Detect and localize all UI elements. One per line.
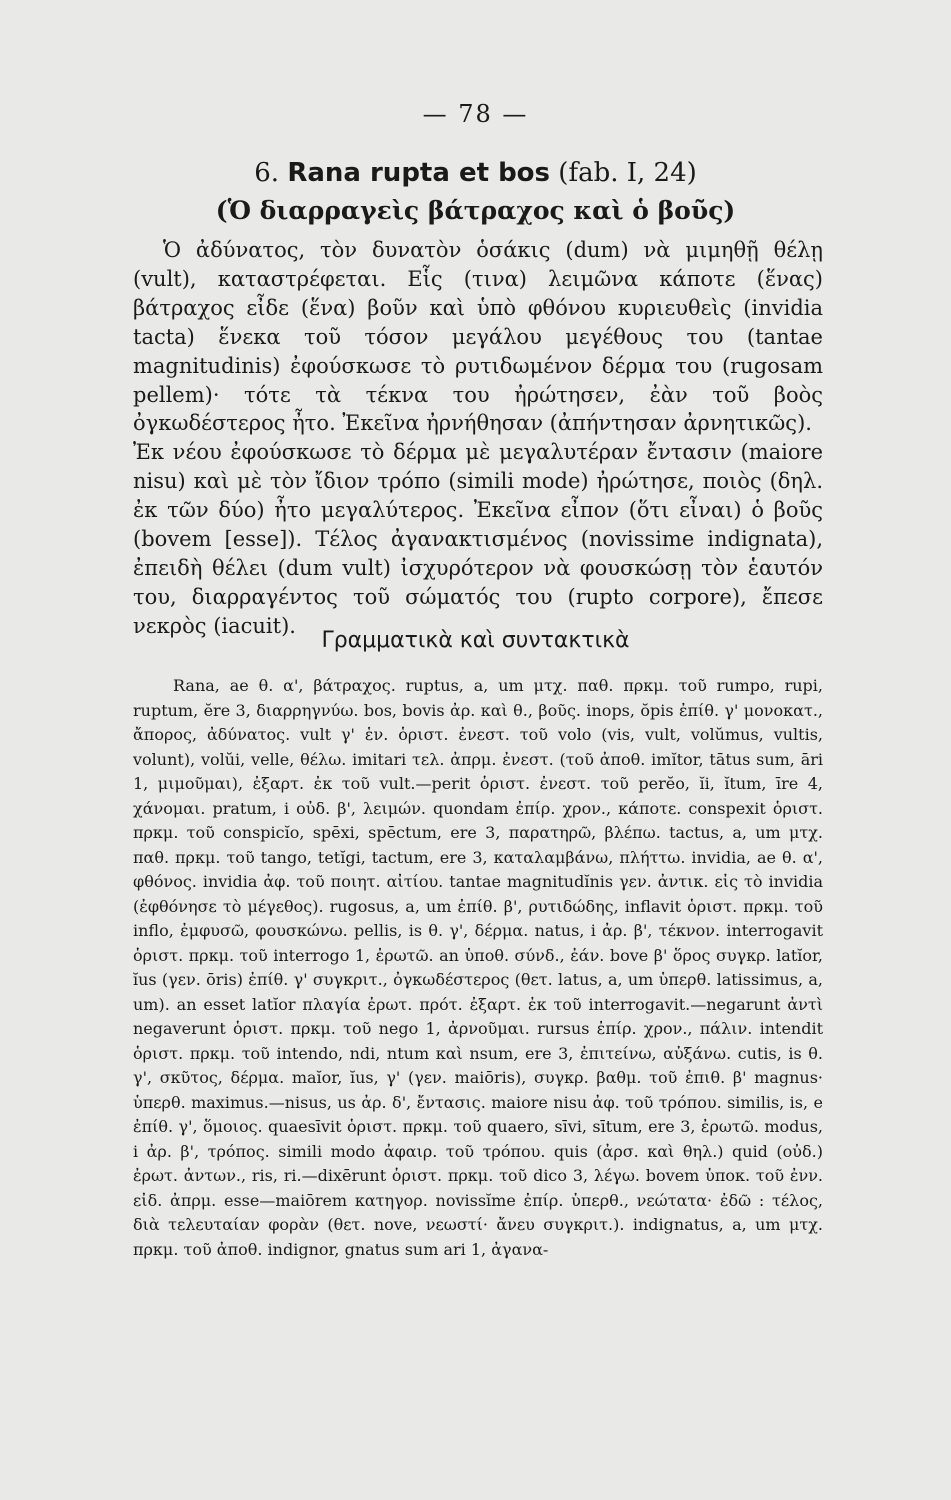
body-paragraph: Ἐκ νέου ἐφούσκωσε τὸ δέρμα μὲ μεγαλυτέραν ἔντασιν (maiore nisu) καὶ μὲ τὸν ἴδιον τρόπο (simili mode) ἠρώτησε, ποιὸς (δηλ. ἐκ τῶν δύο) ἦτο μεγαλύτερος. Ἐκεῖνα εἶπον (ὅτι εἶναι) ὁ βοῦς (bovem [esse]). Τέλος ἀγανακτισμένος (novissime indignata), ἐπειδὴ θέλει (dum vult) ἰσχυρότερον νὰ φουσκώσῃ τὸν ἑαυτόν του, διαρραγέντος τοῦ σώματός του (rupto corpore), ἔπεσε νεκρὸς (iacuit). — [133, 440, 823, 638]
fable-title — [0, 158, 951, 188]
fable-reference: (fab. I, 24) — [558, 158, 697, 188]
fable-translation — [133, 236, 823, 641]
page-number: — 78 — — [422, 100, 529, 128]
body-paragraph: Ὁ ἀδύνατος, τὸν δυνατὸν ὁσάκις (dum) νὰ μιμηθῇ θέλῃ (vult), καταστρέφεται. Εἷς (τινα) λειμῶνα κάποτε (ἕνας) βάτραχος εἶδε (ἕνα) βοῦν καὶ ὑπὸ φθόνου κυριευθεὶς (invidia tacta) ἕνεκα τοῦ τόσον μεγάλου μεγέθους του (tantae magnitudinis) ἐφούσκωσε τὸ ρυτιδωμένον δέρμα του (rugosam pellem)· τότε τὰ τέκνα του ἠρώτησεν, ἐὰν τοῦ βοὸς ὀγκωδέστερος ἦτο. Ἐκεῖνα ἠρνήθησαν (ἀπήντησαν ἀρνητικῶς). — [133, 238, 823, 436]
fable-number: 6. — [254, 158, 280, 188]
fable-latin-title: Rana rupta et bos — [287, 158, 551, 188]
grammar-notes — [133, 674, 823, 1262]
notes-paragraph: Rana, ae θ. α', βάτραχος. ruptus, a, um μτχ. παθ. πρκμ. τοῦ rumpo, rupi, ruptum, ĕre 3, διαρρηγνύω. bos, bovis ἀρ. καὶ θ., βοῦς. inops, ŏpis ἐπίθ. γ' μονοκατ., ἄπορος, ἀδύνατος. vult γ' ἑν. ὁριστ. ἐνεστ. τοῦ volo (vis, vult, volŭmus, vultis, volunt), volŭi, velle, θέλω. imitari τελ. ἀπρμ. ἐνεστ. (τοῦ ἀποθ. imĭtor, tātus sum, āri 1, μιμοῦμαι), ἐξαρτ. ἐκ τοῦ vult.—perit ὁριστ. ἐνεστ. τοῦ perĕo, ĭi, ĭtum, īre 4, χάνομαι. pratum, i οὐδ. β', λειμών. quondam ἐπίρ. χρον., κάποτε. conspexit ὁριστ. πρκμ. τοῦ conspicĭo, spēxi, spēctum, ere 3, παρατηρῶ, βλέπω. tactus, a, um μτχ. παθ. πρκμ. τοῦ tango, tetĭgi, tactum, ere 3, καταλαμβάνω, πλήττω. invidia, ae θ. α', φθόνος. invidia ἀφ. τοῦ ποιητ. αἰτίου. tantae magnitudĭnis γεν. ἀντικ. εἰς τὸ invidia (ἐφθόνησε τὸ μέγεθος). rugosus, a, um ἐπίθ. β', ρυτιδώδης, inflavit ὁριστ. πρκμ. τοῦ inflo, ἐμφυσῶ, φουσκώνω. pellis, is θ. γ', δέρμα. natus, i ἀρ. β', τέκνον. interrogavit ὁριστ. πρκμ. τοῦ interrogo 1, ἐρωτῶ. an ὑποθ. σύνδ., ἐάν. bove β' ὅρος συγκρ. latĭor, ĭus (γεν. ōris) ἐπίθ. γ' συγκριτ., ὀγκωδέστερος (θετ. latus, a, um ὑπερθ. latissimus, a, um). an esset latĭor πλαγία ἐρωτ. πρότ. ἐξαρτ. ἐκ τοῦ interrogavit.—negarunt ἀντὶ negaverunt ὁριστ. πρκμ. τοῦ nego 1, ἀρνοῦμαι. rursus ἐπίρ. χρον., πάλιν. intendit ὁριστ. πρκμ. τοῦ intendo, ndi, ntum καὶ nsum, ere 3, ἐπιτείνω, αὐξάνω. cutis, is θ. γ', σκῦτος, δέρμα. maĭor, ĭus, γ' (γεν. maiōris), συγκρ. βαθμ. τοῦ ἐπιθ. β' magnus· ὑπερθ. maximus.—nisus, us ἀρ. δ', ἔντασις. maiore nisu ἀφ. τοῦ τρόπου. similis, is, e ἐπίθ. γ', ὅμοιος. quaesīvit ὁριστ. πρκμ. τοῦ quaero, sīvi, sītum, ere 3, ἐρωτῶ. modus, i ἀρ. β', τρόπος. simili modo ἀφαιρ. τοῦ τρόπου. quis (ἀρσ. καὶ θηλ.) quid (οὐδ.) ἐρωτ. ἀντων., ris, ri.—dixērunt ὁριστ. πρκμ. τοῦ dico 3, λέγω. bovem ὑποκ. τοῦ ἐνν. εἰδ. ἀπρμ. esse—maiōrem κατηγορ. novissĭme ἐπίρ. ὑπερθ., νεώτατα· ἐδῶ : τέλος, διὰ τελευταίαν φορὰν (θετ. nove, νεωστί· ἄνευ συγκριτ.). indignatus, a, um μτχ. πρκμ. τοῦ ἀποθ. indignor, gnatus sum ari 1, ἀγανα- — [133, 676, 824, 1259]
section-heading: Γραμματικὰ καὶ συντακτικὰ — [321, 628, 630, 653]
fable-greek-title: (Ὁ διαρραγεὶς βάτραχος καὶ ὁ βοῦς) — [215, 196, 736, 225]
